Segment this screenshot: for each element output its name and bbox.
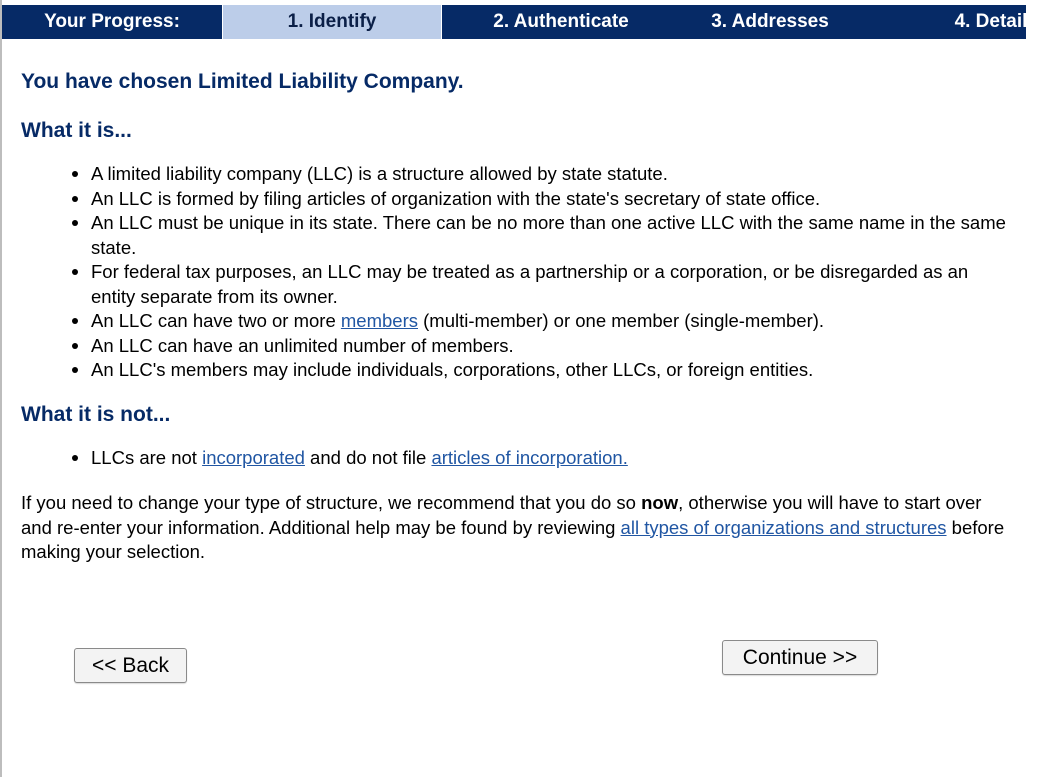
list-item-text: and do not file [304,446,432,468]
what-it-is-not-list [21,446,1011,471]
note-text: If you need to change your type of structure, we recommend that you do so [21,492,642,513]
articles-of-incorporation-link[interactable]: articles of incorporation. [431,446,628,468]
list-item: For federal tax purposes, an LLC may be treated as a partnership or a corporation, or be disregarded as an entity separate from its owner. [72,260,1011,309]
list-item-text: (multi-member) or one member (single-member). [418,310,825,331]
progress-step-addresses: 3. Addresses [711,11,829,32]
what-it-is-list [21,162,1011,383]
note-emphasis: now [641,492,679,513]
note-text: , otherwise you will have to start over and re-enter your information. Additional help may be found by reviewing [21,492,982,538]
list-item [72,309,1011,334]
list-item: An LLC is formed by filing articles of organization with the state's secretary of state office. [72,187,1011,212]
note-text: before making your selection. [21,516,1005,562]
progress-step-details: 4. Details [954,11,1038,32]
continue-button[interactable]: Continue >> [722,640,878,675]
progress-bar [2,5,1038,39]
progress-label: Your Progress: [44,11,180,32]
list-item [72,446,1011,471]
progress-step-identify: 1. Identify [222,5,442,39]
list-item-text: LLCs are not [91,446,203,468]
list-item: A limited liability company (LLC) is a structure allowed by state statute. [72,162,1011,187]
progress-step-authenticate: 2. Authenticate [493,11,629,32]
change-structure-note [21,491,1006,565]
list-item: An LLC can have an unlimited number of members. [72,334,1011,359]
back-button[interactable]: << Back [74,648,187,683]
section-heading-what-it-is-not: What it is not... [21,402,171,426]
list-item-text: An LLC can have two or more [91,310,341,331]
list-item: An LLC's members may include individuals, corporations, other LLCs, or foreign entities. [72,358,1011,383]
list-item: An LLC must be unique in its state. There can be no more than one active LLC with the same name in the same state. [72,211,1011,260]
main-content [21,68,1011,565]
members-link[interactable]: members [340,310,418,331]
all-types-of-organizations-link[interactable]: all types of organizations and structures [620,516,947,538]
page-title: You have chosen Limited Liability Company. [21,70,464,93]
incorporated-link[interactable]: incorporated [202,446,305,468]
section-heading-what-it-is: What it is... [21,119,132,142]
